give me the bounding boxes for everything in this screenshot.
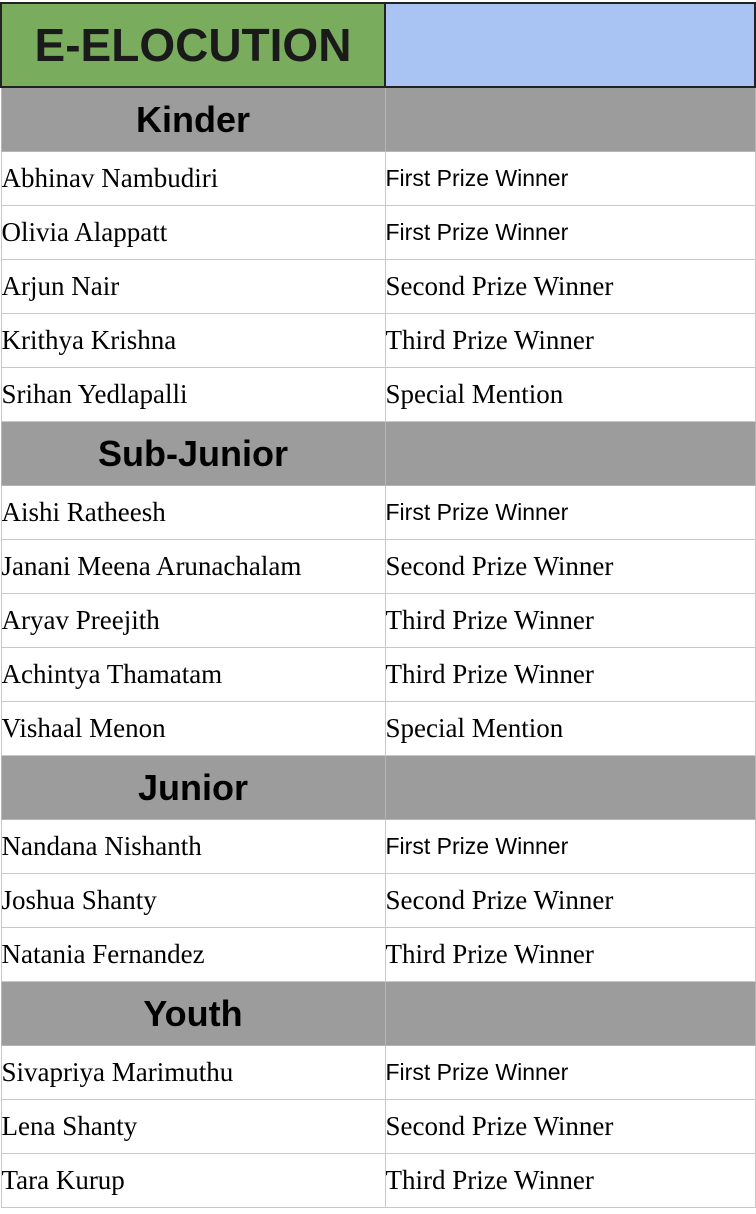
table-row [1,1046,755,1100]
table-row [1,648,755,702]
participant-name-cell[interactable]: Vishaal Menon [1,702,385,756]
award-cell[interactable]: First Prize Winner [385,1046,755,1100]
category-row [1,982,755,1046]
table-row [1,874,755,928]
table-row [1,928,755,982]
category-heading[interactable]: Sub-Junior [1,422,385,486]
title-row [1,3,755,87]
category-row [1,756,755,820]
participant-name-cell[interactable]: Lena Shanty [1,1100,385,1154]
award-cell[interactable]: Second Prize Winner [385,260,755,314]
table-row [1,594,755,648]
participant-name-cell[interactable]: Natania Fernandez [1,928,385,982]
award-cell[interactable]: Third Prize Winner [385,648,755,702]
award-cell[interactable]: Second Prize Winner [385,1100,755,1154]
category-row [1,422,755,486]
award-cell[interactable]: First Prize Winner [385,486,755,540]
title-side-cell[interactable] [385,3,755,87]
table-row [1,702,755,756]
results-table [0,2,756,1208]
table-row [1,540,755,594]
category-blank-cell[interactable] [385,756,755,820]
participant-name-cell[interactable]: Achintya Thamatam [1,648,385,702]
award-cell[interactable]: Third Prize Winner [385,594,755,648]
award-cell[interactable]: First Prize Winner [385,820,755,874]
award-cell[interactable]: First Prize Winner [385,206,755,260]
participant-name-cell[interactable]: Olivia Alappatt [1,206,385,260]
table-row [1,486,755,540]
award-cell[interactable]: First Prize Winner [385,152,755,206]
category-heading[interactable]: Junior [1,756,385,820]
participant-name-cell[interactable]: Aryav Preejith [1,594,385,648]
award-cell[interactable]: Second Prize Winner [385,540,755,594]
participant-name-cell[interactable]: Janani Meena Arunachalam [1,540,385,594]
category-heading[interactable]: Youth [1,982,385,1046]
participant-name-cell[interactable]: Krithya Krishna [1,314,385,368]
table-row [1,152,755,206]
category-row [1,87,755,152]
award-cell[interactable]: Third Prize Winner [385,928,755,982]
award-cell[interactable]: Special Mention [385,368,755,422]
award-cell[interactable]: Special Mention [385,702,755,756]
participant-name-cell[interactable]: Abhinav Nambudiri [1,152,385,206]
category-blank-cell[interactable] [385,422,755,486]
category-blank-cell[interactable] [385,87,755,152]
table-row [1,1100,755,1154]
results-table-body [1,3,755,1208]
category-blank-cell[interactable] [385,982,755,1046]
participant-name-cell[interactable]: Joshua Shanty [1,874,385,928]
table-row [1,314,755,368]
page-title[interactable]: E-ELOCUTION [1,3,385,87]
participant-name-cell[interactable]: Aishi Ratheesh [1,486,385,540]
award-cell[interactable]: Third Prize Winner [385,1154,755,1208]
participant-name-cell[interactable]: Srihan Yedlapalli [1,368,385,422]
category-heading[interactable]: Kinder [1,87,385,152]
participant-name-cell[interactable]: Tara Kurup [1,1154,385,1208]
participant-name-cell[interactable]: Nandana Nishanth [1,820,385,874]
table-row [1,368,755,422]
award-cell[interactable]: Third Prize Winner [385,314,755,368]
participant-name-cell[interactable]: Sivapriya Marimuthu [1,1046,385,1100]
award-cell[interactable]: Second Prize Winner [385,874,755,928]
table-row [1,1154,755,1208]
participant-name-cell[interactable]: Arjun Nair [1,260,385,314]
table-row [1,820,755,874]
table-row [1,206,755,260]
table-row [1,260,755,314]
